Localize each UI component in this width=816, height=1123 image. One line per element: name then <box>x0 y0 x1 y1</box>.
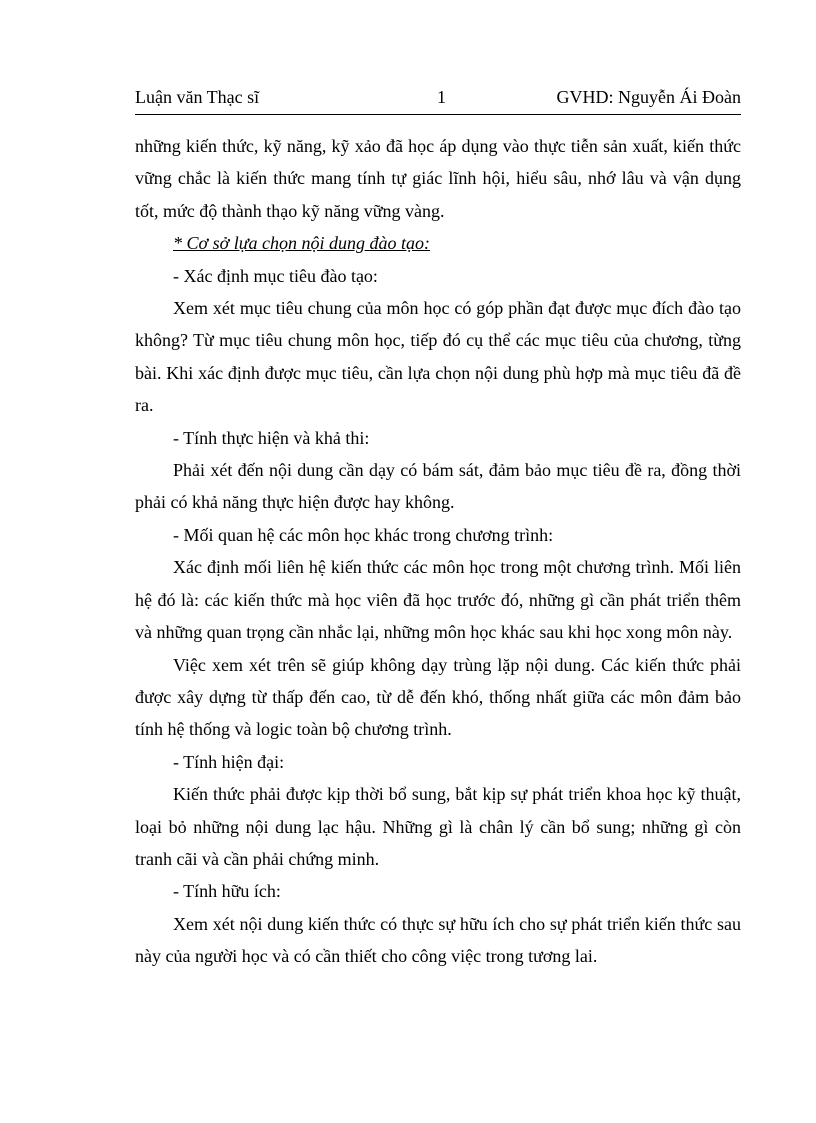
subhead-usefulness: - Tính hữu ích: <box>173 881 281 902</box>
section-heading: * Cơ sở lựa chọn nội dung đào tạo: <box>173 233 431 254</box>
header-thesis-label: Luận văn Thạc sĩ <box>135 87 260 107</box>
document-body <box>135 130 741 973</box>
subhead-modernity: - Tính hiện đại: <box>173 751 285 772</box>
paragraph-3: Phải xét đến nội dung cần dạy có bám sát, đảm bảo mục tiêu đề ra, đồng thời phải có khả năng thực hiện được hay không. <box>135 460 741 513</box>
paragraph-5: Việc xem xét trên sẽ giúp không dạy trùng lặp nội dung. Các kiến thức phải được xây dựng từ thấp đến cao, từ dễ đến khó, thống nhất giữa các môn đảm bảo tính hệ thống và logic toàn bộ chương trình. <box>135 654 741 740</box>
paragraph-1: những kiến thức, kỹ năng, kỹ xảo đã học áp dụng vào thực tiễn sản xuất, kiến thức vững chắc là kiến thức mang tính tự giác lĩnh hội, hiểu sâu, nhớ lâu và vận dụng tốt, mức độ thành thạo kỹ năng vững vàng. <box>135 136 741 221</box>
subhead-relations: - Mối quan hệ các môn học khác trong chương trình: <box>173 524 554 545</box>
paragraph-6: Kiến thức phải được kịp thời bổ sung, bắt kịp sự phát triển khoa học kỹ thuật, loại bỏ những nội dung lạc hậu. Những gì là chân lý cần bổ sung; những gì còn tranh cãi và cần phải chứng minh. <box>135 784 741 869</box>
page-number: 1 <box>437 87 446 107</box>
subhead-objectives: - Xác định mục tiêu đào tạo: <box>173 265 378 286</box>
paragraph-7: Xem xét nội dung kiến thức có thực sự hữu ích cho sự phát triển kiến thức sau này của người học và có cần thiết cho công việc trong tương lai. <box>135 913 741 967</box>
subhead-feasibility: - Tính thực hiện và khả thi: <box>173 427 370 448</box>
page-header <box>135 84 741 115</box>
header-supervisor: GVHD: Nguyễn Ái Đoàn <box>556 87 741 107</box>
paragraph-2: Xem xét mục tiêu chung của môn học có góp phần đạt được mục đích đào tạo không? Từ mục tiêu chung môn học, tiếp đó cụ thể các mục tiêu của chương, từng bài. Khi xác định được mục tiêu, cần lựa chọn nội dung phù hợp mà mục tiêu đã đề ra. <box>135 298 741 416</box>
paragraph-4: Xác định mối liên hệ kiến thức các môn học trong một chương trình. Mối liên hệ đó là: các kiến thức mà học viên đã học trước đó, những gì cần phát triển thêm và những quan trọng cần nhắc lại, những môn học khác sau khi học xong môn này. <box>135 557 741 643</box>
